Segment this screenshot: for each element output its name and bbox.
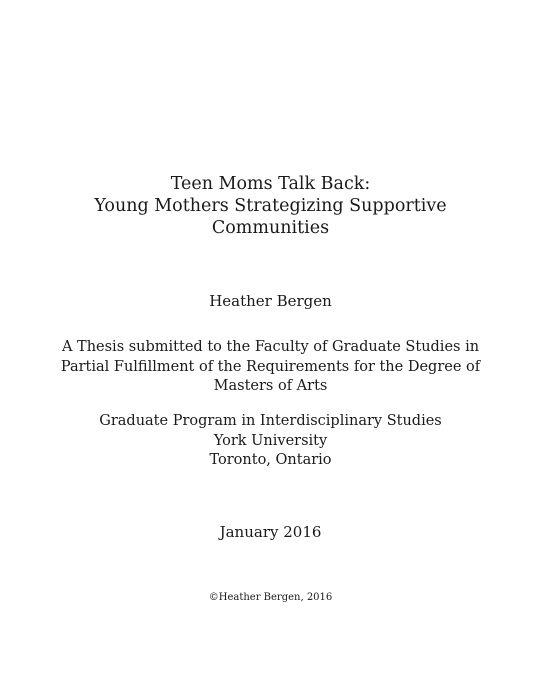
title-line-2: Young Mothers Strategizing Supportive — [94, 196, 447, 216]
statement-line-1: A Thesis submitted to the Faculty of Graduate Studies in — [61, 339, 480, 355]
program-affiliation — [0, 412, 541, 471]
statement-line-2: Partial Fulfillment of the Requirements for the Degree of — [60, 358, 481, 375]
thesis-statement — [0, 338, 541, 397]
author-line: Heather Bergen — [209, 292, 332, 310]
title-line-3: Communities — [211, 218, 330, 238]
program-line-3: Toronto, Ontario — [209, 452, 332, 468]
copyright-notice — [0, 591, 541, 605]
author-name — [0, 291, 541, 311]
copyright-line: ©Heather Bergen, 2016 — [208, 592, 333, 603]
program-line-1: Graduate Program in Interdisciplinary Studies — [99, 413, 442, 429]
statement-line-3: Masters of Arts — [213, 378, 328, 394]
program-line-2: York University — [213, 432, 328, 449]
title-line-1: Teen Moms Talk Back: — [170, 174, 371, 194]
thesis-title — [0, 173, 541, 239]
submission-date — [0, 522, 541, 542]
date-line: January 2016 — [219, 523, 322, 541]
